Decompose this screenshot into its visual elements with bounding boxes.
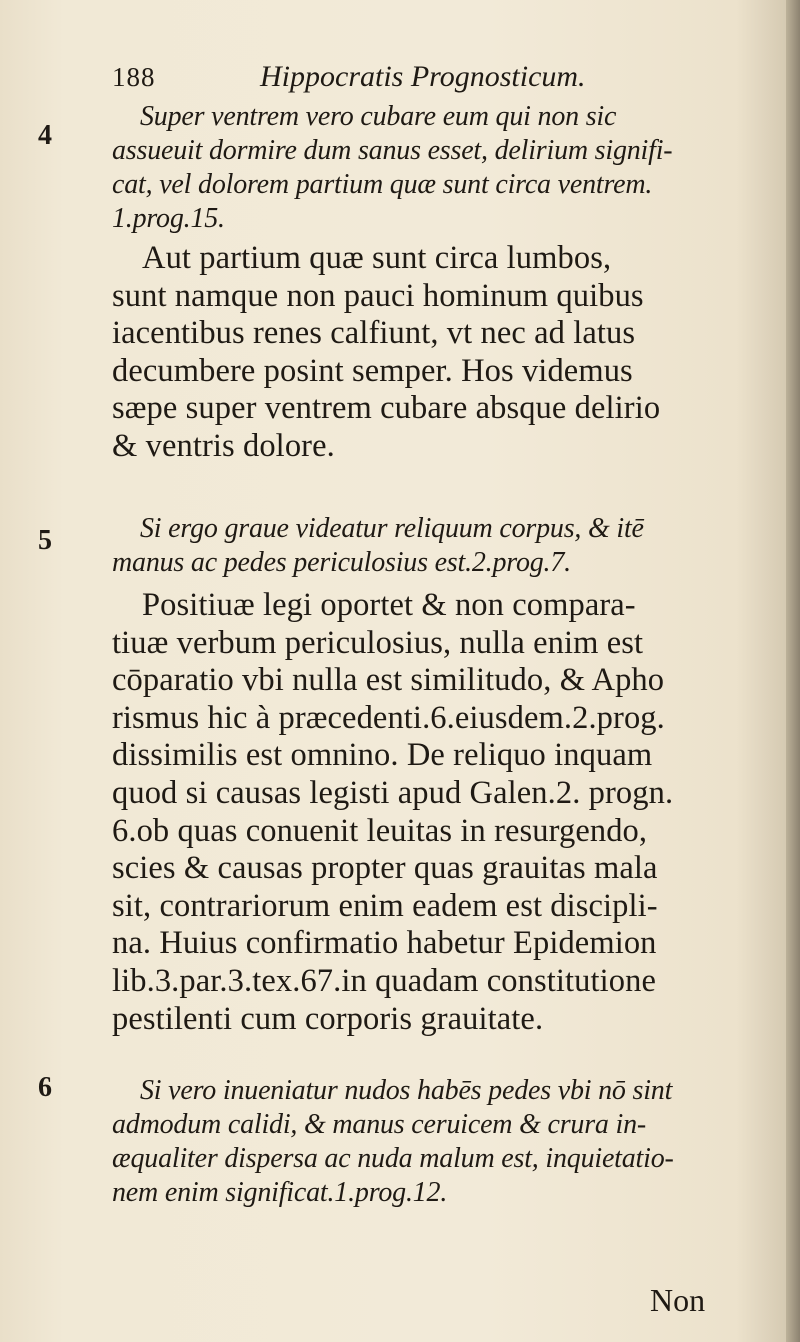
margin-number-6: 6: [38, 1072, 52, 1103]
commentary-line: rismus hic à præcedenti.6.eiusdem.2.prog.: [112, 699, 665, 736]
lemma-5: [112, 512, 752, 580]
lemma-line: Si ergo graue videatur reliquum corpus, & itē: [140, 513, 644, 544]
lemma-line: 1.prog.15.: [112, 203, 225, 234]
commentary-line: dissimilis est omnino. De reliquo inquam: [112, 737, 653, 774]
lemma-6: [112, 1074, 752, 1210]
commentary-line: na. Huius confirmatio habetur Epidemion: [112, 925, 657, 962]
lemma-line: Super ventrem vero cubare eum qui non sic: [140, 101, 617, 132]
margin-number-4: 4: [38, 120, 52, 151]
commentary-line: quod si causas legisti apud Galen.2. progn.: [112, 774, 674, 811]
page-edge: [786, 0, 800, 1342]
lemma-line: manus ac pedes periculosius est.2.prog.7.: [112, 547, 571, 578]
commentary-line: sit, contrariorum enim eadem est discipli-: [112, 887, 658, 924]
commentary-line: cōparatio vbi nulla est similitudo, & Apho: [112, 662, 665, 699]
margin-number-5: 5: [38, 525, 52, 556]
lemma-line: admodum calidi, & manus ceruicem & crura in-: [112, 1109, 647, 1140]
commentary-line: iacentibus renes calfiunt, vt nec ad latus: [112, 315, 636, 352]
lemma-line: Si vero inueniatur nudos habēs pedes vbi nō sint: [140, 1075, 673, 1106]
commentary-line: sunt namque non pauci hominum quibus: [112, 277, 644, 314]
lemma-4: [112, 100, 752, 236]
lemma-line: nem enim significat.1.prog.12.: [112, 1177, 448, 1208]
commentary-line: scies & causas propter quas grauitas mala: [112, 850, 658, 887]
running-header: [112, 58, 712, 98]
catchword: Non: [650, 1282, 706, 1318]
commentary-4: [112, 240, 752, 466]
commentary-line: Aut partium quæ sunt circa lumbos,: [142, 240, 612, 276]
commentary-line: 6.ob quas conuenit leuitas in resurgendo,: [112, 812, 648, 849]
lemma-line: assueuit dormire dum sanus esset, delirium signifi-: [112, 135, 673, 166]
commentary-line: decumbere posint semper. Hos videmus: [112, 352, 633, 389]
commentary-line: Positiuæ legi oportet & non compara-: [142, 587, 636, 623]
commentary-line: lib.3.par.3.tex.67.in quadam constitutione: [112, 962, 656, 999]
commentary-line: & ventris dolore.: [112, 427, 335, 464]
commentary-line: sæpe super ventrem cubare absque delirio: [112, 390, 661, 427]
commentary-line: pestilenti cum corporis grauitate.: [112, 1000, 544, 1037]
lemma-line: æqualiter dispersa ac nuda malum est, inquietatio-: [112, 1143, 674, 1174]
running-title: Hippocratis Prognosticum.: [260, 60, 586, 93]
lemma-line: cat, vel dolorem partium quæ sunt circa ventrem.: [112, 169, 653, 200]
page-number: 188: [112, 62, 156, 92]
commentary-5: [112, 587, 752, 1038]
commentary-line: tiuæ verbum periculosius, nulla enim est: [112, 624, 644, 661]
